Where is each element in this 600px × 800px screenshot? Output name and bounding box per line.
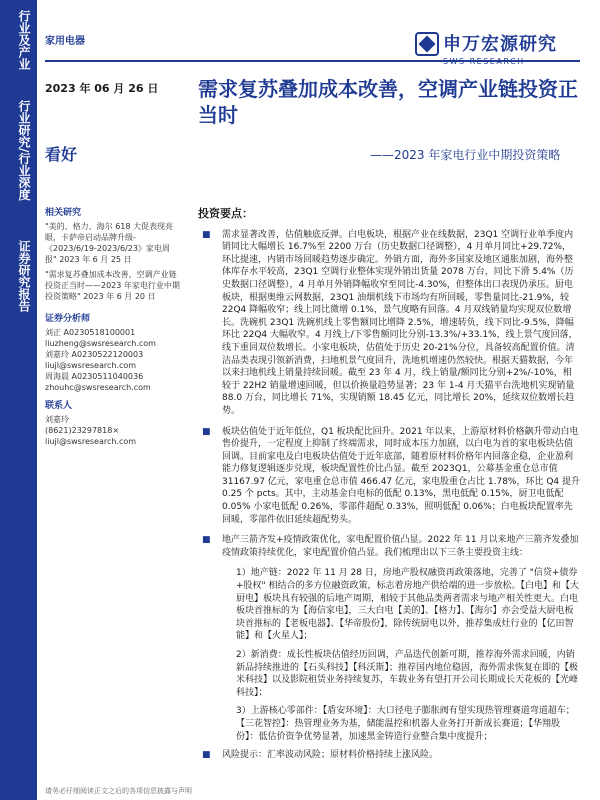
contact-line: (8621)23297818× [45,426,120,435]
header-divider [45,60,580,62]
bullet-icon: ■ [202,229,211,240]
logo-mark-icon [415,32,439,56]
paragraph: ■ 需求显著改善，估值触底反弹。白电板块，根据产业在线数据，23Q1 空调行业单季度内销同比大幅增长 16.7%至 2200 万台（历史数据口径调整），4 月单月同比+29.72%，环比提速，内销市场回暖趋势逐步确定。外销方面，海外多国家及地区通胀加剧，海外整体库存水平较高，23Q1 空调行业整体实现外销出货量 2078 万台，同比下滑 5.4%（历史数据口径调整），4 月单月外销降幅收窄至同比-4.30%，但整体出口表现仍承压。厨电板块，根据奥维云网数据，23Q1 油烟机线下市场均有所回暖，零售量同比-21.9%，较 22Q4 降幅收窄；线上同比微增 0.1%，景气度略有回落。4 月双线销量均实现双位数增长。洗碗机 23Q1 洗碗机线上零售额同比增降 2.5%，增速转负，线下同比-9.5%，降幅环比 22Q4 大幅收窄。4 月线上/下零售额同比分别-13.3%/+33.1%，线上景气度回落，线下重回双位数增长。小家电板块，估值处于历史 20-21%分位，具备较高配置价值。清洁品类表现引领新消费，扫地机景气度回升，洗地机增速仍然较快。根据天猫数据，今年以来扫地机线上销量持续回暖。截至 23 年 4 月，线上销量/额同比分别+2%/-10%，相较于 22H2 销量增速回暖，但以价换量趋势显著；23 年 1-4 月天猫平台洗地机实现销量 88.0 万台，同比增长 71%，实现销额 18.45 亿元，同比增长 20%，延续双位数增长趋势。 [202,229,578,416]
bullet-icon: ■ [202,750,211,761]
footer-disclaimer: 请务必仔细阅读正文之后的各项信息披露与声明 [45,787,192,795]
sub-paragraph: 1）地产链：2022 年 11 月 28 日，房地产股权融资再政策落地，完善了 "信贷+债券+股权" 相结合的多方位融资政策，标志着房地产供给端的进一步放松。【白电】和【大厨电】板块具有较强的后地产周期，相较于其他品类两者需求与地产相关性更大。白电板块首推标的为【海信家电】，三大白电【美的】、【格力】、【海尔】亦会受益大厨电板块首推标的【老板电器】、【华帝股份】，除传统厨电以外，推荐集成灶行业的【亿田智能】和【火星人】； [236,568,580,642]
related-heading: 相关研究 [45,208,82,218]
logo-main-text: 申万宏源研究 [443,34,557,55]
related-item: "美的、格力、海尔 618 大促表现亮眼，卡萨帝启动品牌升级-《2023/6/19-2023/6/23》家电周报" 2023 年 6 月 25 日 [45,222,174,264]
report-date: 2023 年 06 月 26 日 [45,82,159,95]
bullet-icon: ■ [202,426,211,437]
left-column [45,208,180,447]
paragraph: ■ 板块估值处于近年低位，Q1 板块配比回升。2021 年以来，上游原材料价格飙升带动白电售价提升，一定程度上抑制了终端需求，同时成本压力加剧，以白电为首的家电板块估值回调。目前家电及白电板块估值处于近年底部，随着原材料价格年内回落企稳，企业盈利能力修复逻辑逐步兑现，板块配置性价比凸显。截至 2023Q1，公募基金重仓总市值 31167.97 亿元，家电重仓总市值 466.47 亿元，家电股重仓占比 1.78%，环比 Q4 提升 0.25 个 pcts。其中，主动基金白电标的低配 0.13%，黑电低配 0.15%，厨卫电低配 0.05% 小家电低配 0.26%，零部件超配 0.33%，照明低配 0.06%；白电板块配置率先回暖，零部件依旧延续超配势头。 [202,426,581,525]
related-item: "需求复苏叠加成本改善，空调产业链投资正当时——2023 年家电行业中期投资策略" 2023 年 6 月 20 日 [45,270,180,301]
analyst-line: zhouhc@swsresearch.com [45,383,151,392]
bullet-icon: ■ [202,535,211,546]
sub-paragraph: 2）新消费：成长性板块估值经历回调，产品迭代创新可期，推荐海外需求回暖，内销新品持续推进的【石头科技】【科沃斯】；推荐国内地位稳固，海外需求恢复在即的【极米科技】以及影院租赁业务持续复苏，车载业务有望打开公司长期成长天花板的【光峰科技】； [236,650,579,698]
report-title: 需求复苏叠加成本改善，空调产业链投资正当时 [198,77,578,127]
rating: 看好 [45,145,78,164]
sub-paragraph: 3）上游核心零部件：【盾安环境】：大口径电子膨胀阀有望实现热管理赛道弯道超车；【三花智控】：热管理业务为基，储能温控和机器人业务打开新成长赛道；【华翔股份】：低估价资争优势显著，加速黑金铸造行业整合集中度提升； [236,706,575,742]
sidebar [0,0,37,800]
sidebar-section-report-type: 行业研究/行业深度 [17,100,31,201]
contact-line: liujl@swsresearch.com [45,437,137,446]
analyst-line: 刘正 A0230518100001 [45,328,136,337]
report-subtitle: ——2023 年家电行业中期投资策略 [370,148,561,162]
paragraph: ■ 地产三箭齐发+疫情政策优化，家电配置价值凸显。2022 年 11 月以来地产三箭齐发叠加疫情政策持续优化，家电配置价值凸显。我们梳理出以下三条主要投资主线： [202,535,579,558]
investment-highlights-heading: 投资要点： [198,207,253,220]
analyst-line: 刘嘉玲 A0230522120003 [45,350,144,359]
category-label: 家用电器 [45,36,85,47]
sidebar-section-report: 证券研究报告 [17,240,31,312]
sidebar-section-industry: 行业及产业 [17,10,31,70]
analyst-line: liujl@swsresearch.com [45,361,137,370]
paragraph: ■ 风险提示：汇率波动风险；原材料价格持续上涨风险。 [202,750,439,761]
main-content [198,208,580,770]
analysts-heading: 证券分析师 [45,314,91,324]
analyst-line: 周海晨 A0230511040036 [45,372,144,381]
contact-line: 刘嘉玲 [45,415,69,424]
analyst-line: liuzheng@swsresearch.com [45,339,156,348]
contact-heading: 联系人 [45,401,73,411]
